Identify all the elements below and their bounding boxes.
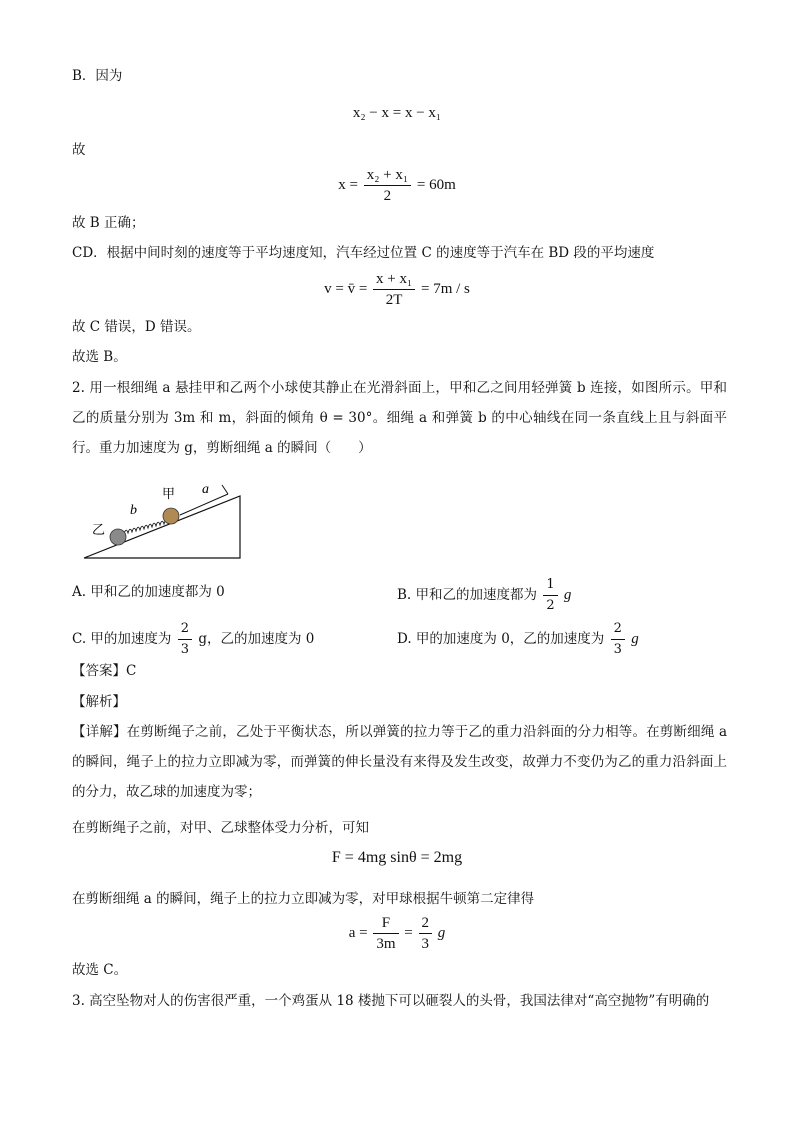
label-b: b [130,503,137,518]
option-b-text: B. 甲和乙的加速度都为 [397,587,538,603]
ball-yi [110,529,126,545]
label-a: a [202,482,209,497]
option-d-den: 3 [613,642,622,657]
eq2-right: = 60m [416,176,456,193]
option-a: A. 甲和乙的加速度都为 0 [72,584,225,600]
eq5-num-2: 2 [419,914,433,934]
eq2-left: x = [338,176,358,193]
eq2-denominator: 2 [383,188,392,204]
detail-paragraph-3: 在剪断细绳 a 的瞬间，绳子上的拉力立即减为零，对甲球根据牛顿第二定律得 [72,891,535,907]
option-d-num: 2 [611,620,625,640]
ball-jia [163,508,179,524]
option-c-fraction [178,620,192,659]
incline-triangle [84,496,240,558]
option-c-num: 2 [178,620,192,640]
b-correct: 故 B 正确； [72,215,145,231]
text-gu: 故 [72,142,86,158]
option-c-rest: g，乙的加速度为 0 [198,631,315,647]
eq5-equals: = [404,924,413,941]
wall-hook [222,485,228,494]
q2-stem: 2. 用一根细绳 a 悬挂甲和乙两个小球使其静止在光滑斜面上，甲和乙之间用轻弹簧 b 连接，如图所示。甲和乙的质量分别为 3m 和 m，斜面的倾角 θ = 30°。细绳 a 和弹簧 b 的中心轴线在同一条直线上且与斜面平行。重力加速度为 g，剪断细绳 a 的瞬间（ ） [72,380,727,456]
option-d-g: g [631,631,639,647]
detail-paragraph-1: 【详解】在剪断绳子之前，乙处于平衡状态，所以弹簧的拉力等于乙的重力沿斜面的分力相等。在剪断细绳 a 的瞬间，绳子上的拉力立即减为零，而弹簧的伸长量没有来得及发生改变，故弹力不变仍为乙的重力沿斜面上的分力，故乙球的加速度为零； [72,724,727,800]
choose-c: 故选 C。 [72,962,128,978]
label-jia: 甲 [162,487,176,502]
cd-wrong: 故 C 错误，D 错误。 [72,319,201,335]
b-intro: B．因为 [72,68,123,84]
eq5-fraction-2 [419,914,433,953]
option-d-fraction [611,620,625,659]
eq5-left: a = [348,924,368,941]
equation-5 [0,914,794,953]
eq5-num-1: F [373,914,398,934]
detail-paragraph-2: 在剪断绳子之前，对甲、乙球整体受力分析，可知 [72,820,369,836]
q3-stem: 3. 高空坠物对人的伤害很严重，一个鸡蛋从 18 楼抛下可以砸裂人的头骨，我国法律对“高空抛物”有明确的 [72,993,710,1009]
equation-3 [0,270,794,309]
option-c-den: 3 [180,642,190,657]
answer-label: 【答案】C [72,663,137,679]
analysis-label: 【解析】 [72,694,126,710]
eq3-left: v = v̄ = [324,280,368,297]
eq5-den-2: 3 [421,936,429,952]
option-b-num: 1 [543,576,557,596]
option-b-den: 2 [546,598,555,613]
eq2-fraction [364,166,411,205]
equation-2 [0,166,794,205]
cd-text: CD．根据中间时刻的速度等于平均速度知，汽车经过位置 C 的速度等于汽车在 BD 段的平均速度 [72,245,655,261]
choose-b: 故选 B。 [72,349,127,365]
eq3-right: = 7m / s [420,280,470,297]
option-c-text: C. 甲的加速度为 [72,631,172,647]
rope-a [180,494,228,515]
eq3-numerator: x + x₁ [373,270,415,290]
option-b [397,576,571,615]
eq3-fraction [373,270,415,309]
option-d-text: D. 甲的加速度为 0，乙的加速度为 [397,631,605,647]
equation-1: x₂ − x = x − x₁ [352,105,442,121]
eq5-g: g [437,924,446,941]
label-yi: 乙 [92,523,106,538]
eq5-fraction-1 [373,914,398,953]
eq5-den-1: 3m [376,936,396,952]
eq3-denominator: 2T [385,292,403,308]
option-b-fraction [543,576,557,615]
option-b-g: g [563,587,572,603]
option-c [72,620,314,659]
option-d [397,620,639,659]
equation-4: F = 4mg sinθ = 2mg [331,849,463,866]
eq2-numerator: x₂ + x₁ [364,166,411,186]
incline-figure [80,476,250,566]
